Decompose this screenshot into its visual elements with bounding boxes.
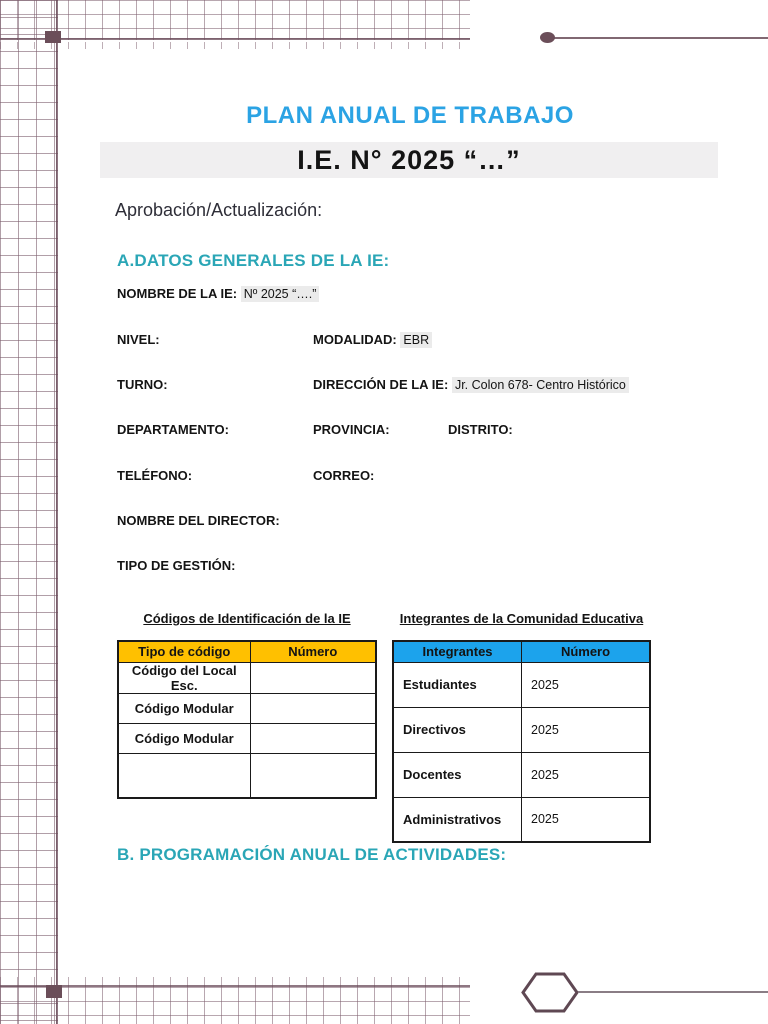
table-row [118, 662, 376, 693]
hexagon-icon [520, 970, 580, 1015]
integrantes-header-integrantes: Integrantes [393, 641, 522, 662]
integrantes-header-numero: Número [522, 641, 651, 662]
bottom-right-rule [578, 991, 768, 993]
table-row [393, 797, 650, 842]
codigos-cell-value [250, 693, 376, 723]
codigos-cell-label: Código Modular [118, 693, 250, 723]
corner-square-bottom-icon [46, 985, 62, 998]
codigos-cell-value [250, 753, 376, 798]
field-row-gestion [117, 558, 235, 573]
table-row [393, 752, 650, 797]
field-row-turno [117, 377, 626, 392]
codigos-cell-label: Código Modular [118, 723, 250, 753]
provincia-label: PROVINCIA: [313, 422, 390, 437]
telefono-label: TELÉFONO: [117, 468, 193, 483]
section-b-heading: B. PROGRAMACIÓN ANUAL DE ACTIVIDADES: [117, 845, 507, 864]
border-grid-top-fringe [0, 42, 470, 49]
codigos-cell-value [250, 662, 376, 693]
field-row-telefono [117, 468, 375, 483]
modalidad-value: EBR [400, 332, 432, 348]
integrantes-cell-name: Administrativos [393, 797, 522, 842]
table-row [118, 723, 376, 753]
codigos-cell-value [250, 723, 376, 753]
codigos-table-title: Códigos de Identificación de la IE [143, 611, 351, 626]
gestion-label: TIPO DE GESTIÓN: [117, 558, 236, 573]
border-grid-bottom-fringe [0, 977, 470, 985]
codigos-header-numero: Número [250, 641, 376, 662]
integrantes-cell-name: Docentes [393, 752, 522, 797]
section-a-heading: A.DATOS GENERALES DE LA IE: [117, 251, 390, 270]
field-row-nivel [117, 332, 430, 347]
top-right-rule [549, 37, 768, 39]
field-row-director [117, 513, 280, 528]
nombre-value: Nº 2025 “….” [241, 286, 320, 302]
approval-label: Aprobación/Actualización: [115, 200, 323, 220]
integrantes-cell-number: 2025 [522, 752, 651, 797]
ie-banner: I.E. N° 2025 “…” [100, 142, 718, 178]
codigos-cell-label: Código del Local Esc. [118, 662, 250, 693]
modalidad-label: MODALIDAD: [313, 332, 397, 347]
nombre-label: NOMBRE DE LA IE: [117, 286, 238, 301]
integrantes-cell-number: 2025 [522, 797, 651, 842]
direccion-value: Jr. Colon 678- Centro Histórico [452, 377, 629, 393]
distrito-label: DISTRITO: [448, 422, 513, 437]
integrantes-table [392, 640, 651, 843]
field-row-departamento [117, 422, 513, 437]
border-grid-bottom [0, 985, 470, 1024]
border-grid-left [0, 0, 58, 1024]
table-row [393, 662, 650, 707]
integrantes-header-row [393, 641, 650, 662]
border-grid-top [0, 0, 470, 40]
codigos-header-tipo: Tipo de código [118, 641, 250, 662]
codigos-table [117, 640, 377, 799]
table-row [393, 707, 650, 752]
integrantes-table-title: Integrantes de la Comunidad Educativa [399, 611, 644, 626]
modalidad-group [313, 332, 432, 347]
director-label: NOMBRE DEL DIRECTOR: [117, 513, 280, 528]
integrantes-cell-name: Directivos [393, 707, 522, 752]
integrantes-cell-name: Estudiantes [393, 662, 522, 707]
direccion-label: DIRECCIÓN DE LA IE: [313, 377, 449, 392]
codigos-cell-label [118, 753, 250, 798]
page-title: PLAN ANUAL DE TRABAJO [246, 102, 574, 129]
integrantes-cell-number: 2025 [522, 662, 651, 707]
codigos-header-row [118, 641, 376, 662]
table-row [118, 693, 376, 723]
turno-label: TURNO: [117, 377, 168, 392]
nivel-label: NIVEL: [117, 332, 160, 347]
correo-label: CORREO: [313, 468, 375, 483]
table-row [118, 753, 376, 798]
field-row-nombre [117, 286, 319, 301]
direccion-group [313, 377, 629, 392]
integrantes-cell-number: 2025 [522, 707, 651, 752]
corner-square-top-icon [45, 31, 61, 43]
departamento-label: DEPARTAMENTO: [117, 422, 229, 437]
